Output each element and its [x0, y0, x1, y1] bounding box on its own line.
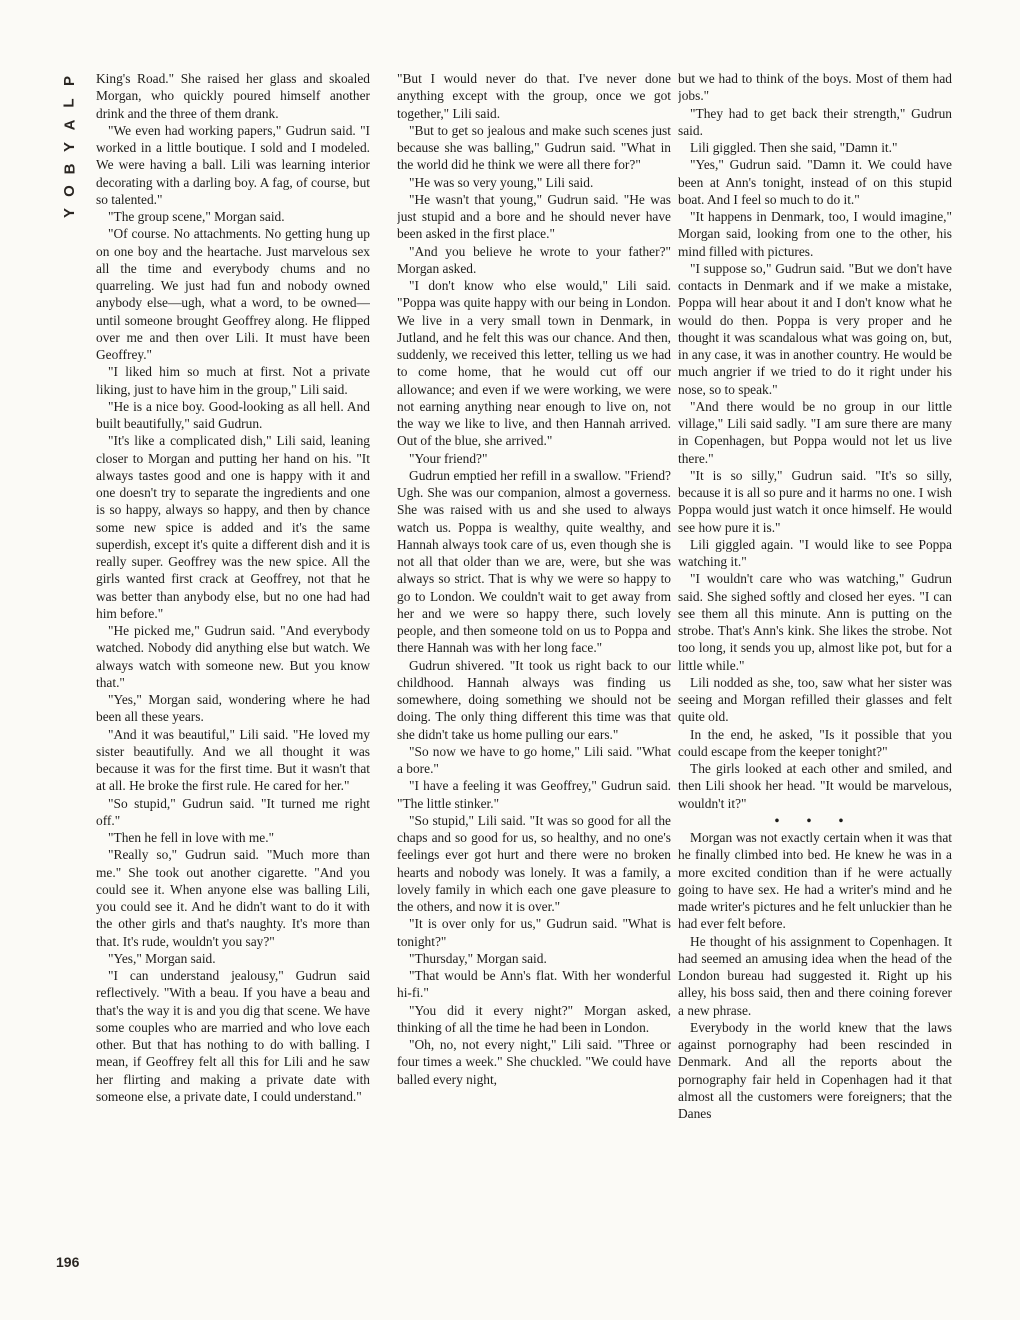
paragraph: "I liked him so much at first. Not a private liking, just to have him in the group," Lili said.: [96, 364, 370, 397]
paragraph: Gudrun emptied her refill in a swallow. "Friend? Ugh. She was our companion, almost a governess. She was raised with us and she used to always watch us. Poppa is wealthy, quite wealthy, and Hannah always took care of us, even though she is not all that older than we are, were, but she was always so strict. That is why we were so happy to go to London. We couldn't wait to get away from her and we were so happy there, such lovely people, and then someone told on us to Poppa and there Hannah was with her long face.": [397, 467, 671, 656]
paragraph: "And there would be no group in our little village," Lili said sadly. "I am sure there are many in Copenhagen, but Poppa would not let us live there.": [678, 398, 952, 466]
paragraph: "So stupid," Lili said. "It was so good for all the chaps and so good for us, so healthy, and no one's feelings ever got hurt and there were no broken hearts and nobody was lonely. It was a family, a lovely family in which each one gave pleasure to the others, and now it is over.": [397, 812, 671, 914]
masthead-letter: B: [61, 163, 78, 175]
paragraph: "He was so very young," Lili said.: [409, 174, 594, 190]
paragraph: "That would be Ann's flat. With her wonderful hi-fi.": [397, 968, 671, 1001]
text-column-3: [678, 70, 952, 1270]
paragraph: "Really so," Gudrun said. "Much more than me." She took out another cigarette. "And you could see it. When anyone else was balling Lili, you could see it. And he didn't want to do it with the other girls and that's naughty. It's more than that. It's rude, wouldn't you say?": [96, 847, 370, 949]
paragraph: "And you believe he wrote to your father?" Morgan asked.: [397, 243, 671, 276]
paragraph: "Then he fell in love with me.": [108, 830, 275, 845]
paragraph: "Thursday," Morgan said.: [409, 950, 547, 966]
paragraph: "It's like a complicated dish," Lili said, leaning closer to Morgan and putting her hand on his. "It always tastes good and one is happy with it and one doesn't try to separate the ingredients and one is so happy, always so happy, and then by chance some new spice is added and it's the same superdish, except it's quite a different dish and it is really super. Geoffrey was the new spice. All the girls wanted first crack at Geoffrey, not that he was better than anybody else, but no one had had him before.": [96, 433, 370, 621]
paragraph: "Your friend?": [409, 450, 488, 466]
paragraph: "So now we have to go home," Lili said. "What a bore.": [397, 743, 671, 776]
masthead: [58, 70, 82, 224]
paragraph: Everybody in the world knew that the laws against pornography had been rescinded in Denmark. And all the reports about the pornography fair held in Copenhagen had it that almost all the customers were foreigners; that the Danes: [678, 1019, 952, 1121]
paragraph: "But to get so jealous and make such scenes just because she was balling," Gudrun said. "What in the world did he think we were all there for?": [397, 122, 671, 173]
paragraph: "He is a nice boy. Good-looking as all hell. And built beautifully," said Gudrun.: [96, 398, 370, 431]
paragraph: but we had to think of the boys. Most of them had jobs.": [678, 71, 952, 104]
paragraph: "So stupid," Gudrun said. "It turned me right off.": [96, 795, 370, 828]
paragraph: He thought of his assignment to Copenhagen. It had seemed an amusing idea when the head of the London bureau had suggested it. Right up his alley, his boss said, then and there coining forever a new phrase.: [678, 933, 952, 1018]
masthead-letter: L: [60, 98, 78, 108]
paragraph: "He picked me," Gudrun said. "And everybody watched. Nobody did anything else but watch. We always watch with someone new. But you know that.": [96, 623, 370, 690]
paragraph: "The group scene," Morgan said.: [108, 209, 285, 224]
paragraph: Morgan was not exactly certain when it was that he finally climbed into bed. He knew he was in a more excited condition than if he were actually going to have sex. He had a writer's mind and he made writer's pictures and he felt unluckier than he had ever felt before.: [678, 830, 952, 932]
section-break: • • •: [774, 812, 856, 828]
masthead-letter: P: [60, 75, 78, 87]
page-number: 196: [56, 1254, 80, 1270]
text-column-1: [96, 70, 370, 1270]
paragraph: Gudrun shivered. "It took us right back to our childhood. Hannah always was finding us somewhere, doing something we should not be doing. The only thing different this time was that she didn't take us home pulling our ears.": [397, 657, 671, 742]
paragraph: The girls looked at each other and smiled, and then Lili shook her head. "It would be marvelous, wouldn't it?": [678, 761, 952, 811]
paragraph: "You did it every night?" Morgan asked, thinking of all the time he had been in London.: [397, 1002, 671, 1035]
paragraph: "It is over only for us," Gudrun said. "What is tonight?": [397, 916, 671, 949]
paragraph: "I have a feeling it was Geoffrey," Gudrun said. "The little stinker.": [397, 778, 671, 811]
paragraph: King's Road." She raised her glass and skoaled Morgan, who quickly poured himself another drink and the three of them drank.: [96, 71, 370, 121]
paragraph: "Yes," Morgan said.: [108, 950, 216, 966]
masthead-letter: A: [61, 119, 78, 131]
paragraph: "I don't know who else would," Lili said. "Poppa was quite happy with our being in London. We live in a very small town in Denmark, in Jutland, and he felt this was our chance. And then, suddenly, we received this letter, telling us we had to come home, that he would cut off our allowance; and even if we were working, we were not earning anything near enough to live on, not the way we like to live, and then Hannah arrived. Out of the blue, she arrived.": [397, 278, 671, 449]
paragraph: "I wouldn't care who was watching," Gudrun said. She sighed softly and closed her eyes. "I can see them all this minute. Ann is putting on the strobe. That's Ann's kink. She likes the strobe. Not too long, it sends you up, almost like pot, but for a little while.": [678, 571, 952, 673]
paragraph: "I can understand jealousy," Gudrun said reflectively. "With a beau. If you have a beau and that's the way it is and you dig that scene. We have some couples who are married and who love each other. But that has nothing to do with balling. I mean, if Geoffrey felt all this for Lili and he saw her flirting and making a private date with someone else, a private date, I could understand.": [96, 968, 370, 1104]
masthead-letter: Y: [60, 207, 78, 219]
paragraph: "It happens in Denmark, too, I would imagine," Morgan said, looking from one to the other, his mind filled with pictures.: [678, 209, 952, 259]
paragraph: "We even had working papers," Gudrun said. "I worked in a little boutique. I sold and I modeled. We were having a ball. Lili was learning interior decorating with a darling boy. A fag, of course, but so talented.": [96, 122, 370, 207]
paragraph: "And it was beautiful," Lili said. "He loved my sister beautifully. And we all thought it was because it was for the first time. But it wasn't that at all. He broke the first rule. He cared for her.": [96, 726, 370, 794]
paragraph: "Oh, no, not every night," Lili said. "Three or four times a week." She chuckled. "We could have balled every night,: [397, 1037, 671, 1087]
paragraph: Lili giggled. Then she said, "Damn it.": [690, 140, 898, 155]
paragraph: "Yes," Gudrun said. "Damn it. We could have been at Ann's tonight, instead of on this stupid boat. And I feel so much to do it.": [678, 157, 952, 207]
paragraph: "But I would never do that. I've never done anything except with the group, once we got together," Lili said.: [397, 71, 671, 121]
paragraph: "It is so silly," Gudrun said. "It's so silly, because it is all so pure and it harms no one. I wish Poppa would just watch it once himself. He would see how pure it is.": [678, 467, 952, 535]
paragraph: "Of course. No attachments. No getting hung up on one boy and the heartache. Just marvelous sex all the time and everybody chums and no quarreling. We just had fun and nobody owned anybody else—ugh, what a word, to be owned—until someone brought Geoffrey along. He flipped over me and then over Lili. It must have been Geoffrey.": [96, 226, 370, 362]
text-column-2: [397, 70, 671, 1270]
paragraph: "They had to get back their strength," Gudrun said.: [678, 105, 952, 138]
paragraph: "Yes," Morgan said, wondering where he had been all these years.: [96, 692, 370, 725]
masthead-letter: Y: [60, 141, 78, 153]
masthead-letter: O: [60, 185, 78, 197]
paragraph: Lili giggled again. "I would like to see Poppa watching it.": [678, 536, 952, 569]
paragraph: In the end, he asked, "Is it possible that you could escape from the keeper tonight?": [678, 726, 952, 759]
paragraph: "I suppose so," Gudrun said. "But we don't have contacts in Denmark and if we make a mistake, Poppa will hear about it and I don't know what he would do then. Poppa is very proper and he thought it was scandalous what was going on, but, in any case, it was in another country. He would be much angrier if we tried to do it right under his nose, so to speak.": [678, 260, 952, 397]
paragraph: "He wasn't that young," Gudrun said. "He was just stupid and a bore and he should never have been asked in the first place.": [397, 191, 671, 242]
paragraph: Lili nodded as she, too, saw what her sister was seeing and Morgan refilled their glasses and felt quite old.: [678, 674, 952, 725]
